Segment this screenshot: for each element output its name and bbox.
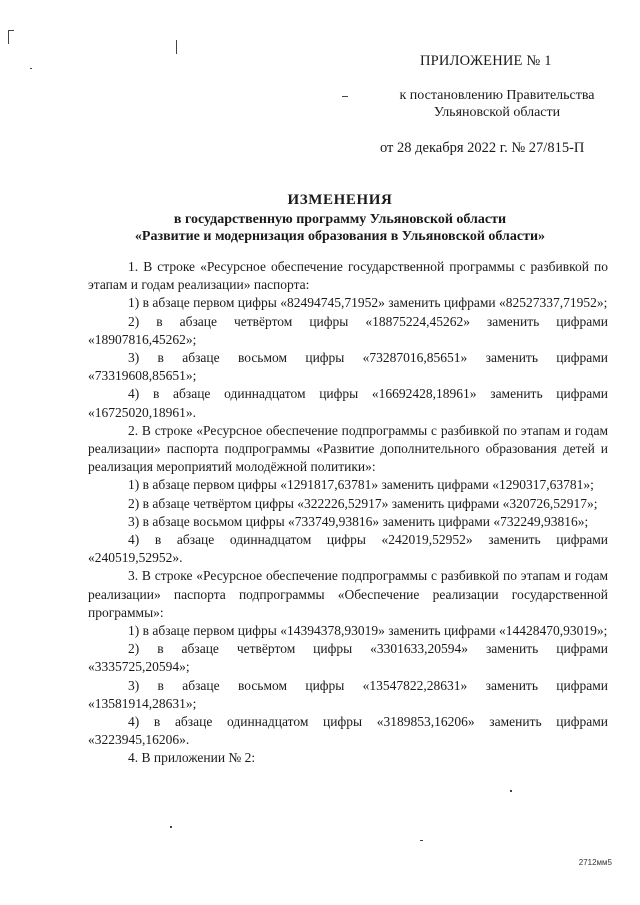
paragraph: 2) в абзаце четвёртом цифры «322226,52917» заменить цифрами «320726,52917»; [128, 495, 598, 511]
changes-heading: ИЗМЕНЕНИЯ [287, 192, 393, 208]
paragraph: 1) в абзаце первом цифры «82494745,71952» заменить цифрами «82527337,71952»; [128, 295, 608, 311]
paragraph: 1. В строке «Ресурсное обеспечение государственной программы с разбивкой по этапам и годам реализации» паспорта: [88, 259, 608, 293]
paragraph: 3) в абзаце восьмом цифры «13547822,28631» заменить цифрами «13581914,28631»; [88, 677, 608, 711]
footer-code: 2712мм5 [578, 858, 612, 867]
scan-mark [176, 40, 177, 54]
scan-mark [170, 826, 172, 828]
approval-line: к постановлению Правительства [399, 88, 595, 103]
paragraph: 3) в абзаце восьмом цифры «733749,93816» заменить цифрами «732249,93816»; [128, 513, 589, 529]
scan-mark [510, 790, 512, 792]
paragraph: 4) в абзаце одиннадцатом цифры «3189853,16206» заменить цифрами «3223945,16206». [88, 714, 608, 748]
approval-line: Ульяновской области [433, 105, 561, 120]
scan-mark [8, 30, 14, 31]
appendix-title: ПРИЛОЖЕНИЕ № 1 [420, 53, 552, 69]
document-date: от 28 декабря 2022 г. № 27/815-П [380, 140, 585, 156]
paragraph: 3. В строке «Ресурсное обеспечение подпрограммы с разбивкой по этапам и годам реализации» паспорта подпрограммы «Обеспечение реализации государственной программы»: [88, 568, 608, 620]
program-name: «Развитие и модернизация образования в Ульяновской области» [134, 229, 546, 244]
scan-mark [342, 96, 348, 97]
paragraph: 4) в абзаце одиннадцатом цифры «16692428,18961» заменить цифрами «16725020,18961». [88, 386, 608, 420]
paragraph: 4. В приложении № 2: [128, 750, 256, 766]
paragraph: 3) в абзаце восьмом цифры «73287016,85651» заменить цифрами «73319608,85651»; [88, 350, 608, 384]
paragraph: 2) в абзаце четвёртом цифры «3301633,20594» заменить цифрами «3335725,20594»; [88, 641, 608, 675]
scan-mark [30, 68, 32, 69]
paragraph: 2) в абзаце четвёртом цифры «18875224,45262» заменить цифрами «18907816,45262»; [88, 313, 608, 347]
scan-mark [8, 30, 9, 44]
paragraph: 1) в абзаце первом цифры «14394378,93019» заменить цифрами «14428470,93019»; [128, 623, 608, 639]
paragraph: 2. В строке «Ресурсное обеспечение подпрограммы с разбивкой по этапам и годам реализации» паспорта подпрограммы «Развитие дополнительного образования детей и реализация мероприятий молодёжной политики»: [88, 422, 608, 475]
paragraph: 1) в абзаце первом цифры «1291817,63781» заменить цифрами «1290317,63781»; [128, 477, 594, 493]
scan-mark [420, 840, 423, 841]
document-body [88, 258, 608, 768]
changes-subheading: в государственную программу Ульяновской области [173, 212, 507, 227]
paragraph: 4) в абзаце одиннадцатом цифры «242019,52952» заменить цифрами «240519,52952». [88, 532, 608, 566]
